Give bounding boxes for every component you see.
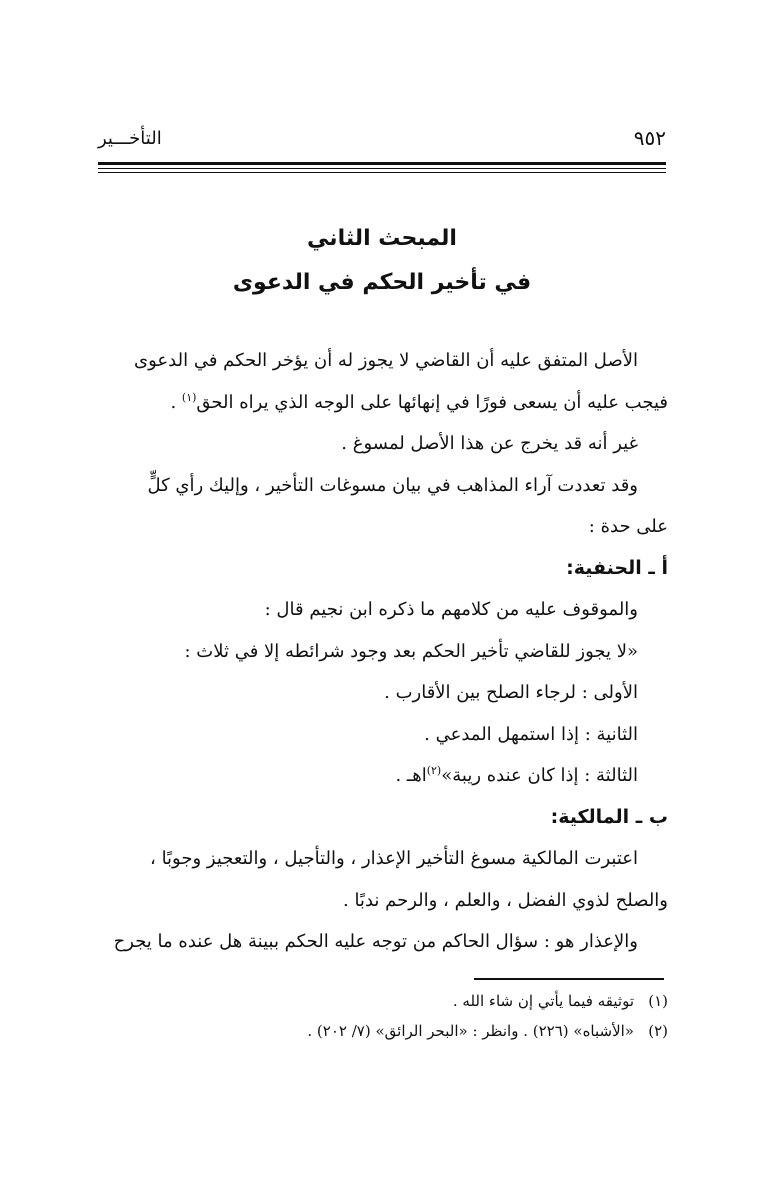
subheading-hanafi: أ ـ الحنفية: xyxy=(566,556,668,579)
paragraph-line: الثانية : إذا استمهل المدعي . xyxy=(424,723,638,745)
text-span: الثالثة : إذا كان عنده ريبة» xyxy=(441,765,638,786)
paragraph-line: والصلح لذوي الفضل ، والعلم ، والرحم ندبًا . xyxy=(343,889,668,911)
page-number: ٩٥٢ xyxy=(633,126,666,150)
paragraph-line: على حدة : xyxy=(588,516,668,537)
paragraph-line: اعتبرت المالكية مسوغ التأخير الإعذار ، والتأجيل ، والتعجيز وجوبًا ، xyxy=(150,848,638,869)
paragraph-line: وقد تعددت آراء المذاهب في بيان مسوغات التأخير ، وإليك رأي كلٍّ xyxy=(147,474,638,496)
footnotes xyxy=(96,986,668,1046)
footnote-item xyxy=(96,986,668,1016)
text-span: اهـ . xyxy=(395,765,427,786)
footnote-text: «الأشباه» (٢٢٦) . وانظر : «البحر الرائق» (٧/ ٢٠٢) . xyxy=(307,1022,634,1040)
header-rule-thin-2 xyxy=(98,172,666,173)
footnote-separator xyxy=(474,978,664,980)
paragraph-line: والموقوف عليه من كلامهم ما ذكره ابن نجيم قال : xyxy=(264,599,638,620)
section-subtitle: في تأخير الحكم في الدعوى xyxy=(232,270,532,295)
header-rule-thin xyxy=(98,168,666,169)
paragraph-line: الأصل المتفق عليه أن القاضي لا يجوز له أن يؤخر الحكم في الدعوى xyxy=(134,350,638,371)
body-text xyxy=(96,340,668,963)
paragraph-line: الأولى : لرجاء الصلح بين الأقارب . xyxy=(384,682,638,703)
text-span: فيجب عليه أن يسعى فورًا في إنهائها على الوجه الذي يراه الحق xyxy=(196,391,668,413)
footnote-ref[interactable]: (٢) xyxy=(426,764,442,777)
paragraph-line: والإعذار هو : سؤال الحاكم من توجه عليه الحكم ببينة هل عنده ما يجرح xyxy=(113,931,638,952)
text-span: . xyxy=(170,391,182,413)
footnote-ref[interactable]: (١) xyxy=(181,390,197,404)
running-header xyxy=(98,126,666,156)
paragraph-line xyxy=(96,382,668,424)
footnote-text: توثيقه فيما يأتي إن شاء الله . xyxy=(452,992,634,1010)
paragraph-line xyxy=(96,755,668,797)
footnote-item xyxy=(96,1016,668,1046)
section-title: المبحث الثاني xyxy=(307,226,457,251)
footnote-number: (١) xyxy=(648,992,668,1010)
header-rule-thick xyxy=(98,162,666,165)
paragraph-line: غير أنه قد يخرج عن هذا الأصل لمسوغ . xyxy=(341,433,638,454)
running-title: التأخـــير xyxy=(98,128,162,149)
footnote-number: (٢) xyxy=(648,1022,668,1040)
paragraph-line: «لا يجوز للقاضي تأخير الحكم بعد وجود شرائطه إلا في ثلاث : xyxy=(184,640,638,662)
subheading-maliki: ب ـ المالكية: xyxy=(550,805,668,828)
